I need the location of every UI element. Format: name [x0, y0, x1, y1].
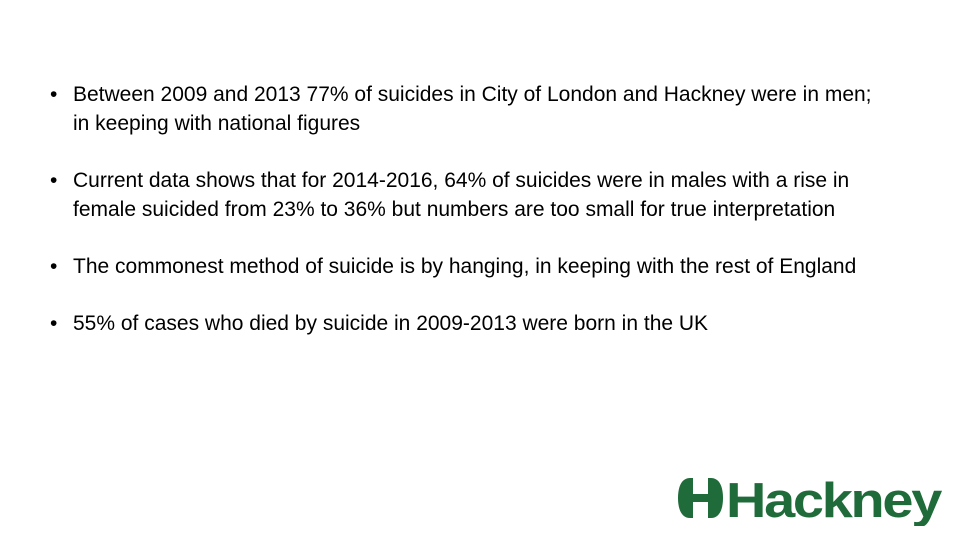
- bullet-item: • 55% of cases who died by suicide in 2009-2013 were born in the UK: [50, 309, 880, 338]
- bullet-list: [50, 80, 880, 366]
- bullet-item: • The commonest method of suicide is by hanging, in keeping with the rest of England: [50, 252, 880, 281]
- hackney-logo: [676, 470, 946, 526]
- bullet-item: • Between 2009 and 2013 77% of suicides in City of London and Hackney were in men; in keeping with national figures: [50, 80, 880, 138]
- bullet-item: • Current data shows that for 2014-2016, 64% of suicides were in males with a rise in female suicided from 23% to 36% but numbers are too small for true interpretation: [50, 166, 880, 224]
- logo-text: Hackney: [726, 474, 942, 526]
- hackney-h-icon: [678, 478, 723, 518]
